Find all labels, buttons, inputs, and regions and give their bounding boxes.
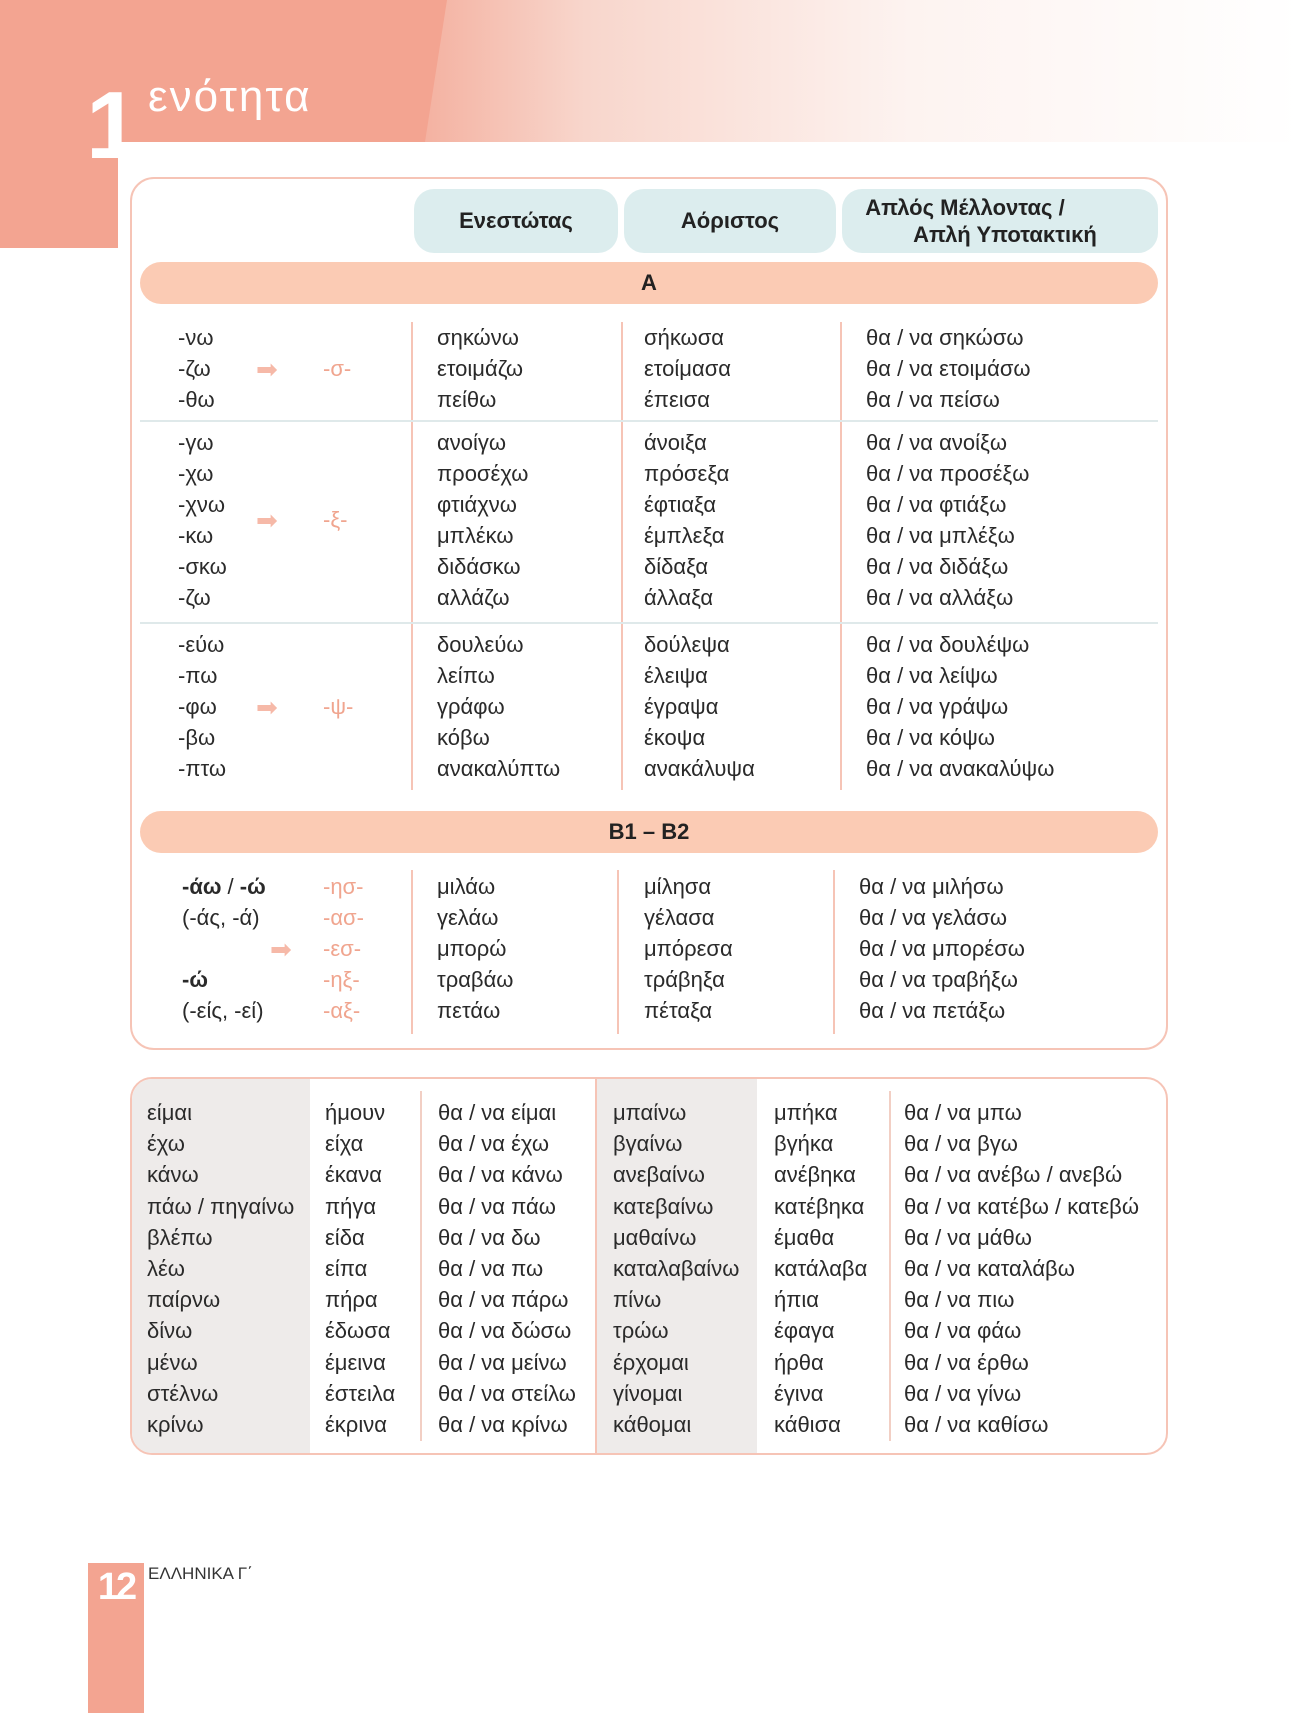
- table-cell: θα / να καταλάβω: [904, 1256, 1075, 1282]
- table-cell: είδα: [325, 1224, 365, 1250]
- table-cell: -ησ-: [323, 874, 364, 899]
- table-cell: πείθω: [437, 387, 497, 412]
- table-cell: -σκω: [178, 554, 227, 579]
- table-cell: θα / να στείλω: [438, 1380, 576, 1406]
- table-cell: θα / να ανακαλύψω: [866, 756, 1055, 781]
- table-cell: -εσ-: [323, 936, 362, 961]
- table-cell: ετοίμασα: [644, 356, 732, 381]
- ending-column: [178, 427, 227, 613]
- column-divider: [595, 1079, 597, 1453]
- section-b-endings: -άω / -ώ (-άς, -ά) -ώ (-είς, -εί): [182, 874, 266, 1023]
- column-divider: [411, 322, 413, 790]
- column-divider: [411, 870, 413, 1034]
- suffix-label: -ψ-: [323, 693, 354, 719]
- table-cell: θα / να φτιάξω: [866, 492, 1007, 517]
- table-cell: τρώω: [613, 1318, 669, 1344]
- table-cell: φτιάχνω: [437, 492, 517, 517]
- table-cell: διδάσκω: [437, 554, 521, 579]
- table-cell: γελάω: [437, 905, 499, 930]
- table-cell: έκρινα: [325, 1412, 387, 1438]
- table-cell: θα / να μείνω: [438, 1349, 567, 1375]
- suffix-label: -σ-: [323, 355, 352, 381]
- section-a-bar: A: [140, 262, 1158, 304]
- table-cell: ανακαλύπτω: [437, 756, 561, 781]
- table-cell: -φω: [178, 694, 217, 719]
- table-cell: έλειψα: [644, 663, 708, 688]
- table-cell: δούλεψα: [644, 632, 730, 657]
- group-divider: [140, 622, 1158, 624]
- table-cell: θα / να δω: [438, 1224, 541, 1250]
- column-header-aorist: Αόριστος: [624, 189, 836, 253]
- table-cell: έγραψα: [644, 694, 719, 719]
- table-cell: είχα: [325, 1131, 364, 1157]
- table-cell: θα / να ανοίξω: [866, 430, 1007, 455]
- table-cell: έδωσα: [325, 1318, 391, 1344]
- table-cell: θα / να ανέβω / ανεβώ: [904, 1162, 1123, 1188]
- table-cell: κάθομαι: [613, 1412, 692, 1438]
- table-cell: θα / να βγω: [904, 1131, 1018, 1157]
- table-cell: κόβω: [437, 725, 490, 750]
- table-cell: σήκωσα: [644, 325, 725, 350]
- table-cell: -γω: [178, 430, 214, 455]
- table-cell: θα / να πάρω: [438, 1287, 569, 1313]
- table-cell: -ζω: [178, 585, 211, 610]
- table-cell: θα / να μπορέσω: [859, 936, 1025, 961]
- suffix-label: -ξ-: [323, 507, 348, 532]
- table-cell: ανοίγω: [437, 430, 507, 455]
- table-cell: άλλαξα: [644, 585, 714, 610]
- table-cell: κατεβαίνω: [613, 1193, 714, 1219]
- table-cell: -πω: [178, 663, 218, 688]
- table-cell: βλέπω: [147, 1224, 213, 1250]
- table-cell: θα / να έχω: [438, 1131, 550, 1157]
- table-cell: μπαίνω: [613, 1100, 687, 1125]
- table-cell: θα / να καθίσω: [904, 1412, 1049, 1438]
- column-header-future: Απλός Μέλλοντας / Απλή Υποτακτική: [842, 189, 1158, 253]
- table-cell: θα / να μάθω: [904, 1224, 1032, 1250]
- column-divider: [757, 1091, 758, 1441]
- column-divider: [889, 1091, 891, 1441]
- table-cell: θα / να κόψω: [866, 725, 995, 750]
- table-cell: μαθαίνω: [613, 1224, 697, 1250]
- ending-column: [178, 629, 226, 784]
- section-b-present: [437, 871, 513, 1026]
- table-cell: -ασ-: [323, 905, 364, 930]
- table-cell: θα / να κάνω: [438, 1162, 563, 1188]
- table-cell: έκοψα: [644, 725, 706, 750]
- table-cell: -αξ-: [323, 998, 361, 1023]
- table-cell: σηκώνω: [437, 325, 519, 350]
- table-cell: θα / να μιλήσω: [859, 874, 1004, 899]
- arrow-right-icon: ➡: [256, 505, 278, 535]
- table-cell: θα / να έρθω: [904, 1349, 1029, 1375]
- table-cell: -θω: [178, 387, 215, 412]
- table-cell: μίλησα: [644, 874, 712, 899]
- table-cell: -κω: [178, 523, 214, 548]
- table-cell: ανέβηκα: [774, 1162, 856, 1188]
- table-cell: στέλνω: [147, 1380, 219, 1406]
- table-cell: θα / να σηκώσω: [866, 325, 1024, 350]
- table-cell: είπα: [325, 1256, 368, 1282]
- table-cell: μπορώ: [437, 936, 507, 961]
- column-divider: [833, 870, 835, 1034]
- book-title: ΕΛΛΗΝΙΚΑ Γ΄: [148, 1564, 253, 1583]
- present-column: [437, 427, 528, 613]
- table-cell: ανεβαίνω: [613, 1162, 705, 1188]
- table-cell: βγήκα: [774, 1131, 834, 1157]
- unit-title: ενότητα: [148, 72, 312, 121]
- group-divider: [140, 420, 1158, 422]
- table-cell: έπεισα: [644, 387, 710, 412]
- arrow-right-icon: ➡: [270, 934, 292, 964]
- irregular-right-present: [613, 1097, 739, 1440]
- table-cell: δουλεύω: [437, 632, 524, 657]
- table-cell: -νω: [178, 325, 214, 350]
- table-cell: πίνω: [613, 1287, 662, 1313]
- irregular-left-present: [147, 1097, 294, 1440]
- table-cell: θα / να διδάξω: [866, 554, 1009, 579]
- table-cell: μπήκα: [774, 1100, 838, 1125]
- table-cell: μένω: [147, 1349, 198, 1375]
- unit-number: 1: [86, 72, 138, 179]
- table-cell: γίνομαι: [613, 1380, 683, 1406]
- table-cell: έμαθα: [774, 1224, 835, 1250]
- table-cell: -χω: [178, 461, 214, 486]
- table-cell: έστειλα: [325, 1380, 396, 1406]
- irregular-left-future: [438, 1097, 576, 1440]
- table-cell: θα / να προσέξω: [866, 461, 1030, 486]
- irregular-right-aorist: [774, 1097, 867, 1440]
- table-cell: ήμουν: [325, 1100, 386, 1125]
- arrow-right-icon: ➡: [256, 353, 278, 384]
- table-cell: κατάλαβα: [774, 1256, 868, 1282]
- section-b-aorist: [644, 871, 733, 1026]
- table-cell: τραβάω: [437, 967, 514, 992]
- column-divider: [420, 1091, 422, 1441]
- table-cell: άνοιξα: [644, 430, 707, 455]
- section-b-future: [859, 871, 1025, 1026]
- table-cell: θα / να τραβήξω: [859, 967, 1018, 992]
- table-cell: έφτιαξα: [644, 492, 717, 517]
- table-cell: αλλάζω: [437, 585, 510, 610]
- table-cell: -ηξ-: [323, 967, 360, 992]
- table-cell: είμαι: [147, 1100, 192, 1125]
- column-divider: [840, 322, 842, 790]
- table-cell: πέταξα: [644, 998, 713, 1023]
- future-column: [866, 322, 1031, 415]
- irregular-right-future: [904, 1097, 1139, 1440]
- table-cell: έχω: [147, 1131, 185, 1157]
- column-divider: [310, 1091, 311, 1441]
- table-cell: έφαγα: [774, 1318, 835, 1344]
- table-cell: δίνω: [147, 1318, 193, 1344]
- table-cell: μιλάω: [437, 874, 496, 899]
- aorist-column: [644, 322, 731, 415]
- section-b-suffixes: [323, 871, 364, 1026]
- table-cell: θα / να πάω: [438, 1193, 556, 1219]
- table-cell: δίδαξα: [644, 554, 709, 579]
- table-cell: πήρα: [325, 1287, 378, 1313]
- table-cell: θα / να δώσω: [438, 1318, 572, 1344]
- table-cell: γέλασα: [644, 905, 715, 930]
- table-cell: έμπλεξα: [644, 523, 725, 548]
- table-cell: ήπια: [774, 1287, 820, 1313]
- column-divider: [617, 870, 619, 1034]
- table-cell: έγινα: [774, 1380, 824, 1406]
- table-cell: θα / να πιω: [904, 1287, 1015, 1313]
- table-cell: μπόρεσα: [644, 936, 733, 961]
- table-cell: -βω: [178, 725, 216, 750]
- table-cell: βγαίνω: [613, 1131, 683, 1157]
- table-cell: θα / να πετάξω: [859, 998, 1006, 1023]
- section-b-bar: B1 – B2: [140, 811, 1158, 853]
- table-cell: ανακάλυψα: [644, 756, 755, 781]
- table-cell: έκανα: [325, 1162, 382, 1188]
- table-cell: θα / να λείψω: [866, 663, 998, 688]
- present-column: [437, 322, 523, 415]
- table-cell: γράφω: [437, 694, 505, 719]
- present-column: [437, 629, 560, 784]
- table-cell: θα / να μπλέξω: [866, 523, 1015, 548]
- table-cell: πετάω: [437, 998, 501, 1023]
- table-cell: καταλαβαίνω: [613, 1256, 740, 1282]
- table-cell: θα / να φάω: [904, 1318, 1022, 1344]
- table-cell: θα / να ετοιμάσω: [866, 356, 1031, 381]
- irregular-verbs-table: [130, 1077, 1168, 1455]
- table-cell: θα / να πείσω: [866, 387, 1000, 412]
- table-cell: λέω: [147, 1256, 185, 1282]
- table-cell: θα / να κατέβω / κατεβώ: [904, 1193, 1140, 1219]
- table-cell: θα / να μπω: [904, 1100, 1022, 1125]
- aorist-column: [644, 629, 755, 784]
- future-column: [866, 427, 1029, 613]
- arrow-right-icon: ➡: [256, 691, 278, 722]
- table-cell: -πτω: [178, 756, 227, 781]
- irregular-left-aorist: [325, 1097, 395, 1440]
- table-cell: ετοιμάζω: [437, 356, 524, 381]
- table-cell: κατέβηκα: [774, 1193, 865, 1219]
- column-header-present: Ενεστώτας: [414, 189, 618, 253]
- table-cell: έρχομαι: [613, 1349, 689, 1375]
- table-cell: πάω / πηγαίνω: [147, 1193, 295, 1219]
- table-cell: θα / να δουλέψω: [866, 632, 1030, 657]
- future-column: [866, 629, 1054, 784]
- column-divider: [621, 322, 623, 790]
- table-cell: πήγα: [325, 1193, 377, 1219]
- table-cell: -ζω: [178, 356, 211, 381]
- table-cell: θα / να γελάσω: [859, 905, 1008, 930]
- table-cell: κάθισα: [774, 1412, 841, 1438]
- table-cell: κρίνω: [147, 1412, 204, 1438]
- table-cell: θα / να κρίνω: [438, 1412, 568, 1438]
- table-cell: θα / να πω: [438, 1256, 544, 1282]
- table-cell: μπλέκω: [437, 523, 514, 548]
- table-cell: προσέχω: [437, 461, 529, 486]
- table-cell: παίρνω: [147, 1287, 221, 1313]
- ending-column: [178, 322, 215, 415]
- table-cell: θα / να είμαι: [438, 1100, 557, 1125]
- table-cell: θα / να αλλάξω: [866, 585, 1014, 610]
- table-cell: -εύω: [178, 632, 225, 657]
- table-cell: έμεινα: [325, 1349, 386, 1375]
- table-cell: θα / να γράψω: [866, 694, 1009, 719]
- page-number: 12: [97, 1566, 135, 1608]
- table-cell: θα / να γίνω: [904, 1380, 1022, 1406]
- table-cell: ήρθα: [774, 1349, 824, 1375]
- aorist-column: [644, 427, 729, 613]
- table-cell: λείπω: [437, 663, 495, 688]
- table-cell: τράβηξα: [644, 967, 725, 992]
- table-cell: -χνω: [178, 492, 226, 517]
- table-cell: πρόσεξα: [644, 461, 730, 486]
- table-cell: κάνω: [147, 1162, 199, 1188]
